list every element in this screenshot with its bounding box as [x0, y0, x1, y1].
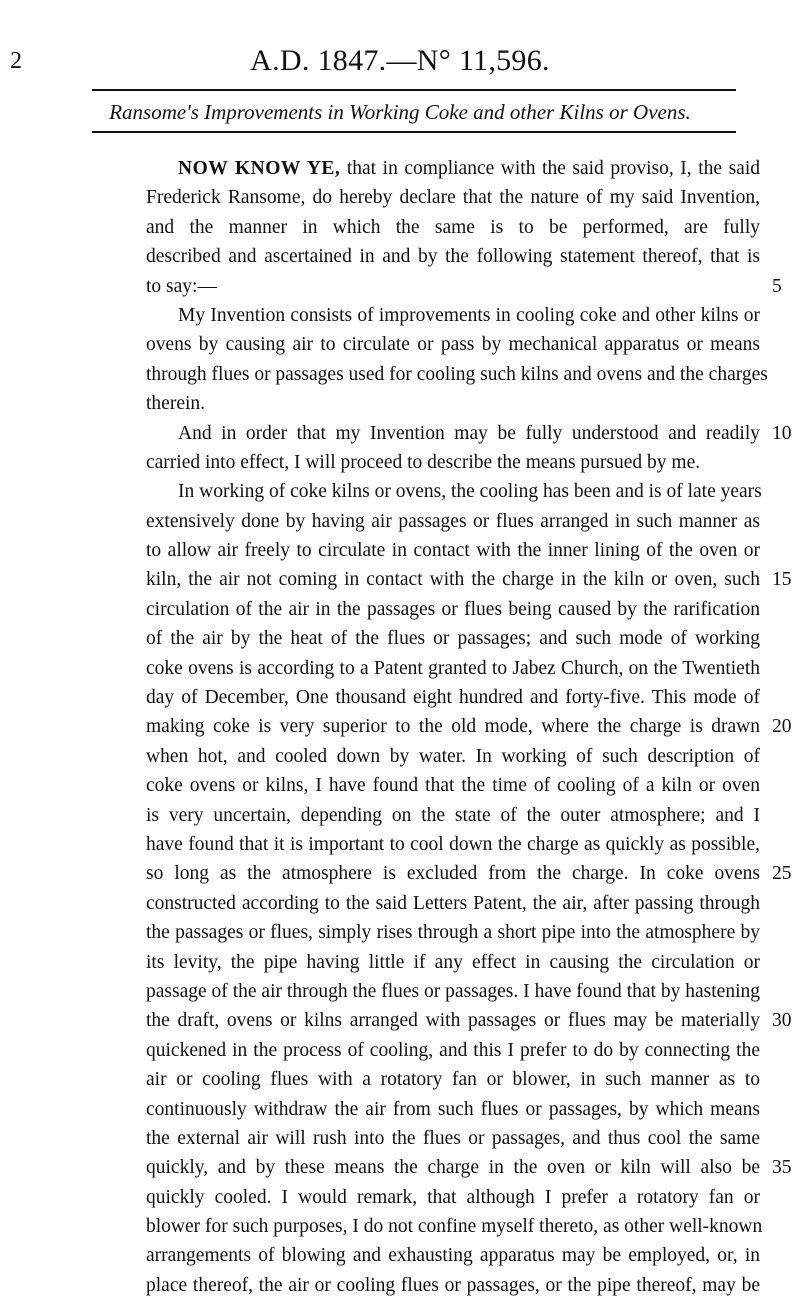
line-text: through flues or passages used for cooling such kilns and ovens and the charges: [146, 363, 768, 385]
text-line: [146, 771, 760, 800]
line-text: to allow air freely to circulate in contact with the inner lining of the oven or: [146, 540, 760, 562]
line-text: My Invention consists of improvements in cooling coke and other kilns or: [178, 304, 760, 326]
line-text: coke ovens or kilns, I have found that the time of cooling of a kiln or oven: [146, 775, 760, 797]
line-text: is very uncertain, depending on the state of the outer atmosphere; and I: [146, 804, 760, 826]
line-text: Frederick Ransome, do hereby declare that the nature of my said Invention,: [146, 187, 760, 209]
text-line: [146, 712, 792, 741]
margin-line-number: 10: [772, 422, 792, 444]
text-line: [146, 654, 760, 683]
line-text: arrangements of blowing and exhausting apparatus may be employed, or, in: [146, 1245, 760, 1267]
text-line: [146, 1241, 760, 1270]
line-text: its levity, the pipe having little if any effect in causing the circulation or: [146, 951, 760, 973]
text-line: [146, 801, 760, 830]
text-line: [146, 1006, 792, 1035]
text-line: [146, 1183, 760, 1212]
line-text: air or cooling flues with a rotatory fan or blower, in such manner as to: [146, 1069, 760, 1091]
margin-line-number: 15: [772, 569, 792, 591]
line-text: And in order that my Invention may be fully understood and readily: [178, 422, 760, 444]
text-line: [146, 595, 760, 624]
line-text: In working of coke kilns or ovens, the cooling has been and is of late years: [178, 481, 762, 503]
line-text: to say:—: [146, 275, 217, 297]
line-text: coke ovens is according to a Patent granted to Jabez Church, on the Twentieth: [146, 657, 760, 679]
line-text: quickly cooled. I would remark, that although I prefer a rotatory fan or: [146, 1186, 760, 1208]
line-text: day of December, One thousand eight hundred and forty-five. This mode of: [146, 687, 760, 709]
header-rule-top: [92, 89, 736, 91]
lead-in-text: NOW KNOW YE,: [178, 158, 341, 179]
line-text: therein.: [146, 393, 206, 415]
text-line: [146, 419, 792, 448]
text-line: [146, 624, 760, 653]
text-line: [146, 683, 760, 712]
text-line: [146, 536, 760, 565]
text-line: [146, 859, 792, 888]
body-text: [146, 154, 792, 1300]
line-text: blower for such purposes, I do not confine myself thereto, as other well-known: [146, 1216, 763, 1238]
line-text: quickened in the process of cooling, and this I prefer to do by connecting the: [146, 1039, 760, 1061]
line-text: the draft, ovens or kilns arranged with passages or flues may be materially: [146, 1010, 760, 1032]
line-text: when hot, and cooled down by water. In working of such description of: [146, 745, 760, 767]
text-line: [146, 889, 760, 918]
text-line: [146, 477, 760, 506]
text-line: [146, 1065, 760, 1094]
text-line: [146, 918, 760, 947]
text-line: [146, 1271, 760, 1300]
text-line: [146, 742, 760, 771]
line-text: the external air will rush into the flues or passages, and thus cool the same: [146, 1127, 760, 1149]
text-line: [146, 977, 760, 1006]
text-line: [146, 183, 760, 212]
line-text: continuously withdraw the air from such flues or passages, by which means: [146, 1098, 760, 1120]
line-text: ovens by causing air to circulate or pass by mechanical apparatus or means: [146, 334, 760, 356]
margin-line-number: 35: [772, 1157, 792, 1179]
text-line: [146, 272, 782, 301]
text-line: [146, 1124, 760, 1153]
margin-line-number: 20: [772, 716, 792, 738]
text-line: [146, 389, 760, 418]
line-text: constructed according to the said Letters Patent, the air, after passing through: [146, 892, 760, 914]
text-line: [146, 1212, 763, 1241]
text-line: [146, 507, 760, 536]
line-text: extensively done by having air passages or flues arranged in such manner as: [146, 510, 760, 532]
text-line: [146, 565, 792, 594]
text-line: [146, 213, 760, 242]
text-line: [146, 1036, 760, 1065]
line-text: quickly, and by these means the charge in the oven or kiln will also be: [146, 1157, 760, 1179]
text-line: [146, 242, 760, 271]
line-text: that in compliance with the said proviso, I, the said: [340, 158, 760, 179]
text-line: [146, 948, 760, 977]
text-line: [146, 330, 760, 359]
line-text: carried into effect, I will proceed to describe the means pursued by me.: [146, 451, 701, 473]
text-line: [146, 1095, 760, 1124]
text-line: [146, 360, 768, 389]
document-title: Ransome's Improvements in Working Coke and other Kilns or Ovens.: [109, 100, 691, 124]
page-number: 2: [10, 48, 22, 74]
line-text: kiln, the air not coming in contact with the charge in the kiln or oven, such: [146, 569, 760, 591]
margin-line-number: 30: [772, 1010, 792, 1032]
line-text: the passages or flues, simply rises through a short pipe into the atmosphere by: [146, 922, 760, 944]
line-text: making coke is very superior to the old mode, where the charge is drawn: [146, 716, 760, 738]
text-line: [146, 448, 760, 477]
line-text: and the manner in which the same is to be performed, are fully: [146, 216, 760, 238]
line-text: have found that it is important to cool down the charge as quickly as possible,: [146, 833, 760, 855]
line-text: circulation of the air in the passages or flues being caused by the rarification: [146, 598, 760, 620]
text-line: [146, 154, 760, 183]
text-line: [146, 301, 760, 330]
margin-line-number: 25: [772, 863, 792, 885]
line-text: so long as the atmosphere is excluded from the charge. In coke ovens: [146, 863, 760, 885]
text-line: [146, 830, 760, 859]
line-text: of the air by the heat of the flues or passages; and such mode of working: [146, 628, 760, 650]
line-text: passage of the air through the flues or passages. I have found that by hastening: [146, 980, 760, 1002]
page-header: A.D. 1847.—N° 11,596.: [250, 44, 550, 77]
line-text: place thereof, the air or cooling flues or passages, or the pipe thereof, may be: [146, 1274, 760, 1296]
line-text: described and ascertained in and by the following statement thereof, that is: [146, 246, 760, 268]
text-line: [146, 1153, 792, 1182]
header-rule-bottom: [92, 131, 736, 133]
margin-line-number: 5: [772, 275, 782, 297]
